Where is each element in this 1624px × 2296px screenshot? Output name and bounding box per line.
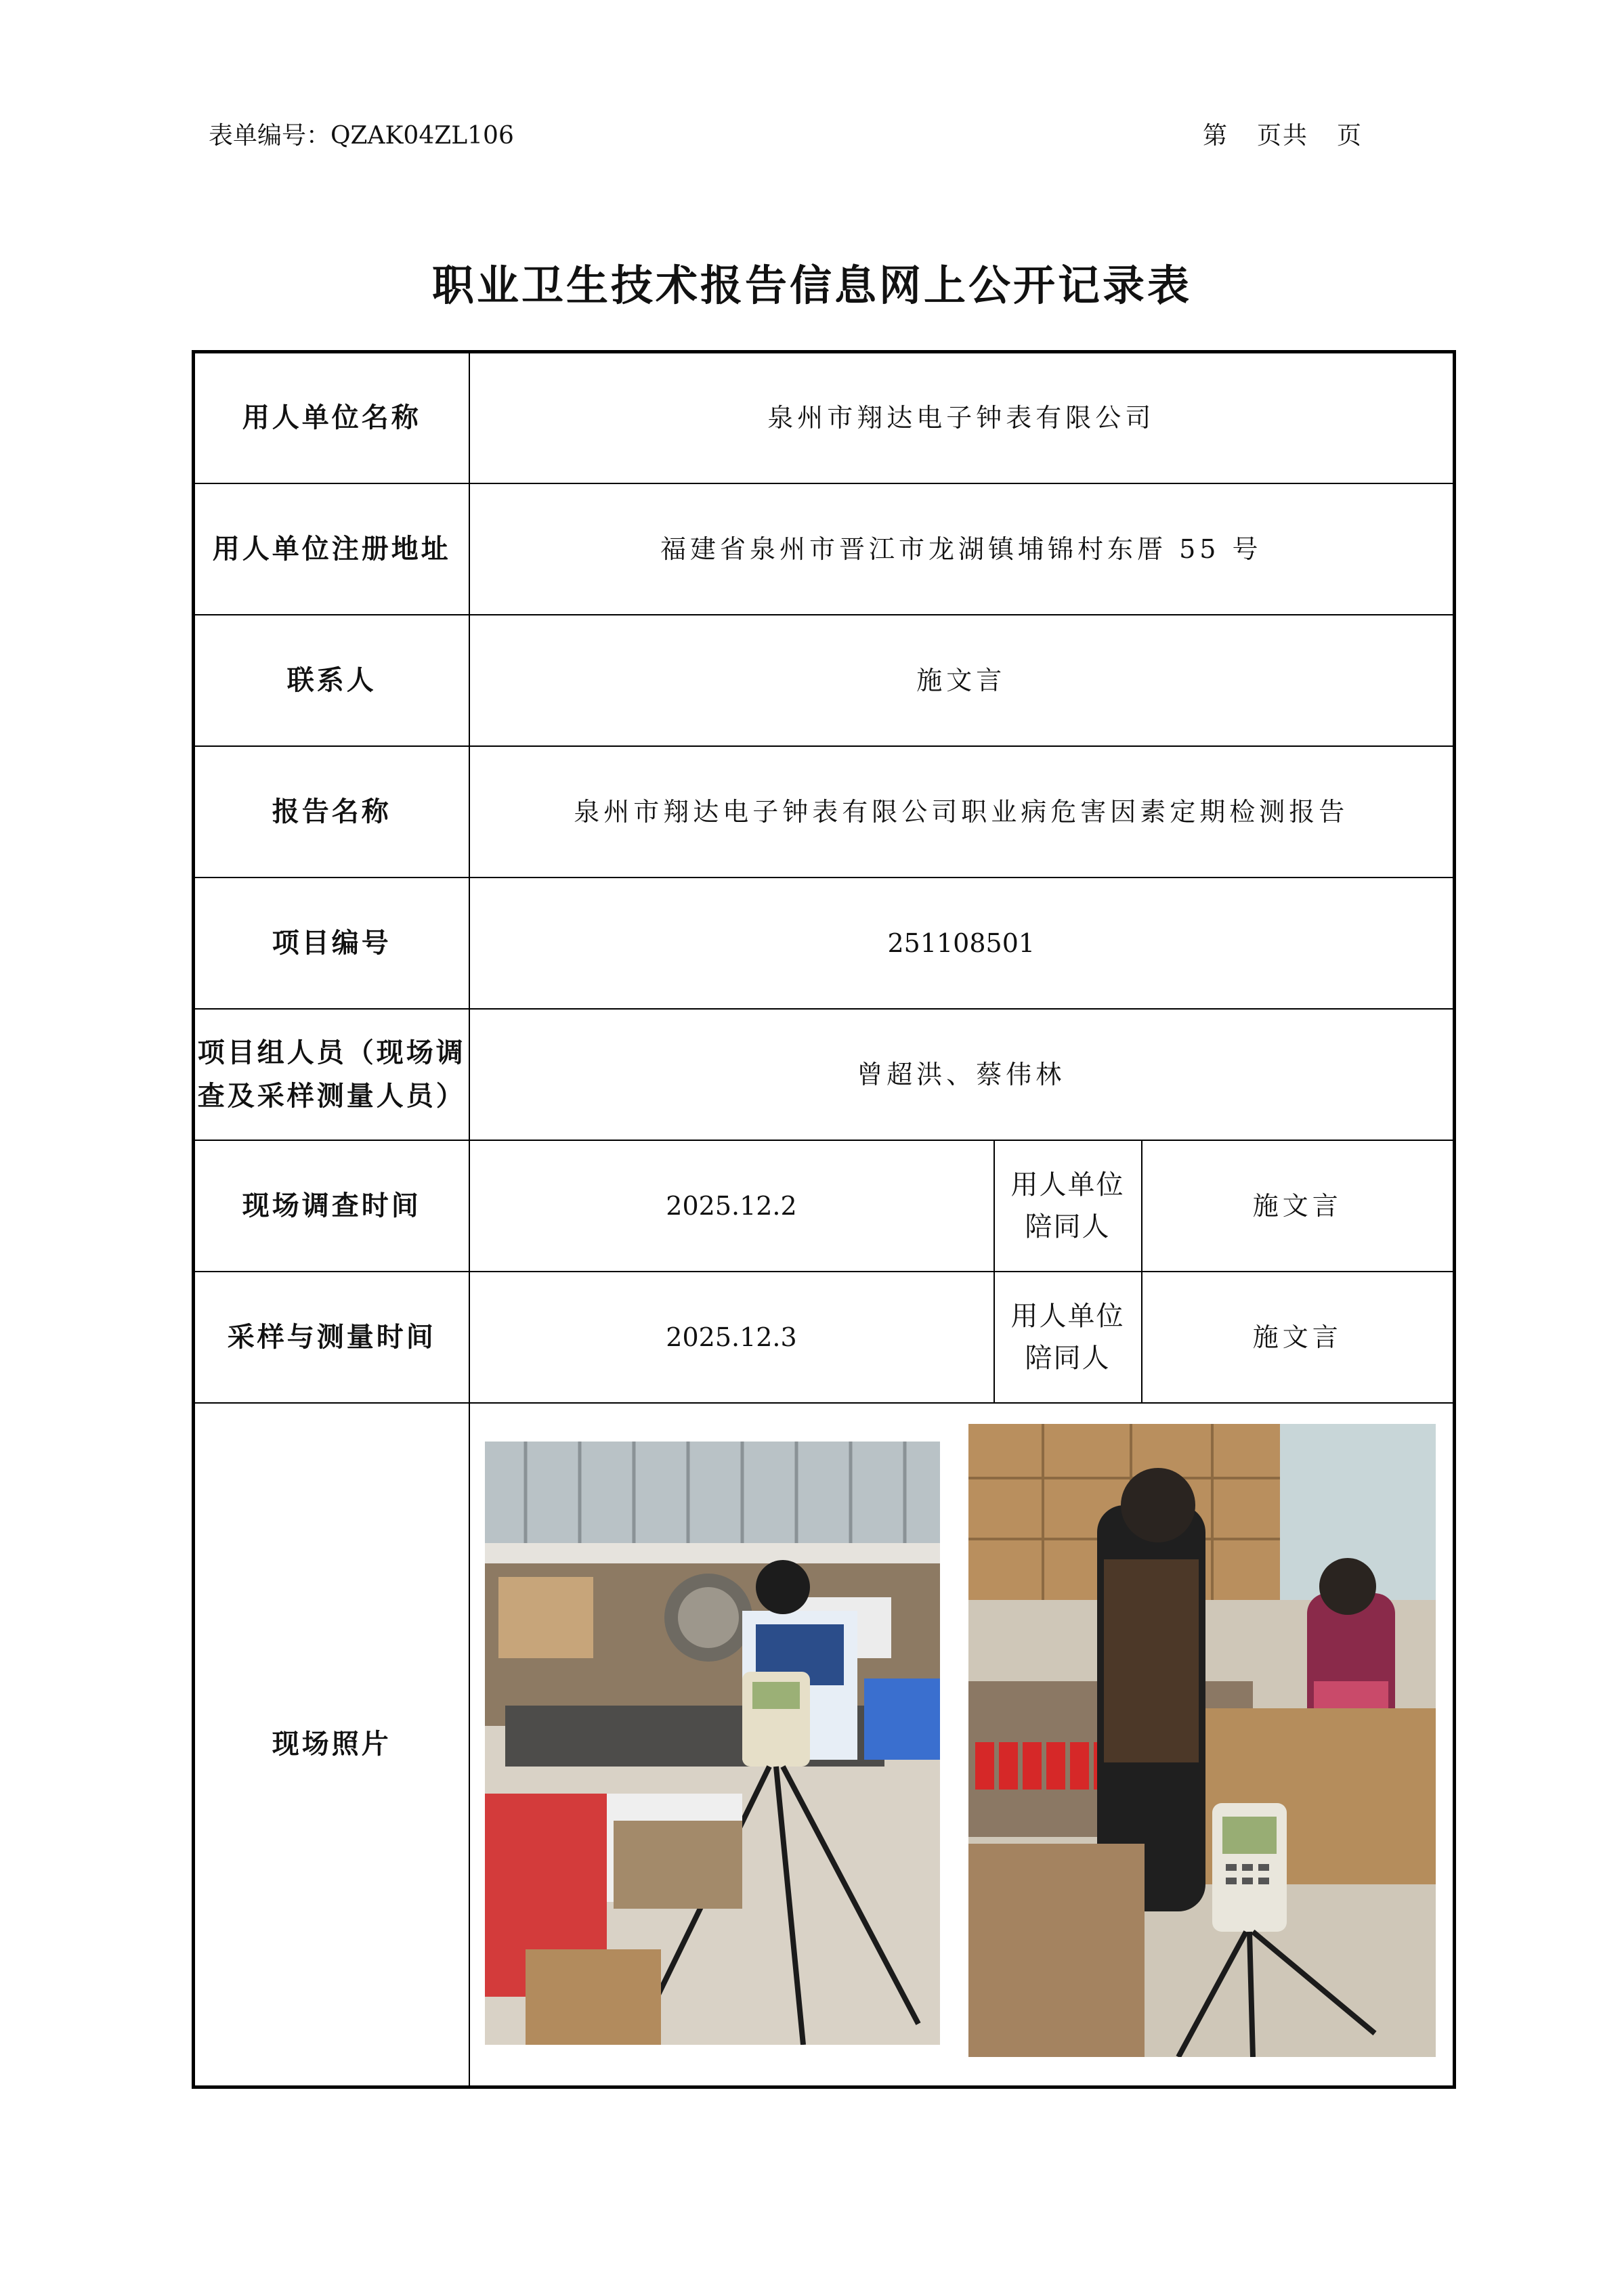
site-photo-1-image	[485, 1442, 940, 2045]
row-photos	[194, 1403, 1455, 2087]
row-sampling-time	[194, 1272, 1455, 1403]
row-project-no	[194, 878, 1455, 1009]
survey-companion-label-line2: 陪同人	[1025, 1211, 1111, 1242]
team-value: 曾超洪、蔡伟林	[469, 1009, 1455, 1140]
team-label-line1: 项目组人员（现场调	[197, 1037, 466, 1068]
survey-companion-label	[994, 1140, 1142, 1272]
page-text-1: 第	[1203, 122, 1228, 150]
page-text-2: 页	[1257, 122, 1282, 150]
photos-label: 现场照片	[194, 1403, 469, 2087]
row-team	[194, 1009, 1455, 1140]
project-no-value: 251108501	[469, 878, 1455, 1009]
site-photo-2-image	[968, 1424, 1436, 2057]
sampling-companion-label	[994, 1272, 1142, 1403]
unit-name-value: 泉州市翔达电子钟表有限公司	[469, 352, 1455, 483]
row-report	[194, 746, 1455, 878]
record-table	[192, 350, 1456, 2089]
row-address	[194, 483, 1455, 615]
unit-name-label: 用人单位名称	[194, 352, 469, 483]
site-photo-2	[968, 1424, 1436, 2057]
page-text-4: 页	[1337, 122, 1362, 150]
sampling-companion-label-line1: 用人单位	[1010, 1300, 1125, 1332]
page-title: 职业卫生技术报告信息网上公开记录表	[431, 261, 1192, 310]
survey-companion-value: 施文言	[1142, 1140, 1455, 1272]
site-photo-1	[485, 1442, 940, 2045]
team-label-line2: 查及采样测量人员）	[197, 1080, 466, 1112]
row-contact	[194, 615, 1455, 746]
contact-label: 联系人	[194, 615, 469, 746]
address-value: 福建省泉州市晋江市龙湖镇埔锦村东厝 55 号	[469, 483, 1455, 615]
sampling-time-label: 采样与测量时间	[194, 1272, 469, 1403]
report-label: 报告名称	[194, 746, 469, 878]
sampling-companion-label-line2: 陪同人	[1025, 1342, 1111, 1374]
page-text-3: 共	[1283, 122, 1308, 150]
page-indicator	[1203, 116, 1361, 151]
report-value: 泉州市翔达电子钟表有限公司职业病危害因素定期检测报告	[469, 746, 1455, 878]
photos-cell	[469, 1403, 1455, 2087]
form-number: 表单编号：QZAK04ZL106	[209, 122, 514, 150]
survey-time-value: 2025.12.2	[469, 1140, 994, 1272]
survey-time-label: 现场调查时间	[194, 1140, 469, 1272]
contact-value: 施文言	[469, 615, 1455, 746]
survey-companion-label-line1: 用人单位	[1010, 1169, 1125, 1200]
address-label: 用人单位注册地址	[194, 483, 469, 615]
photos-container	[470, 1404, 1453, 2085]
team-label	[194, 1009, 469, 1140]
sampling-time-value: 2025.12.3	[469, 1272, 994, 1403]
row-survey-time	[194, 1140, 1455, 1272]
project-no-label: 项目编号	[194, 878, 469, 1009]
row-unit-name	[194, 352, 1455, 483]
sampling-companion-value: 施文言	[1142, 1272, 1455, 1403]
